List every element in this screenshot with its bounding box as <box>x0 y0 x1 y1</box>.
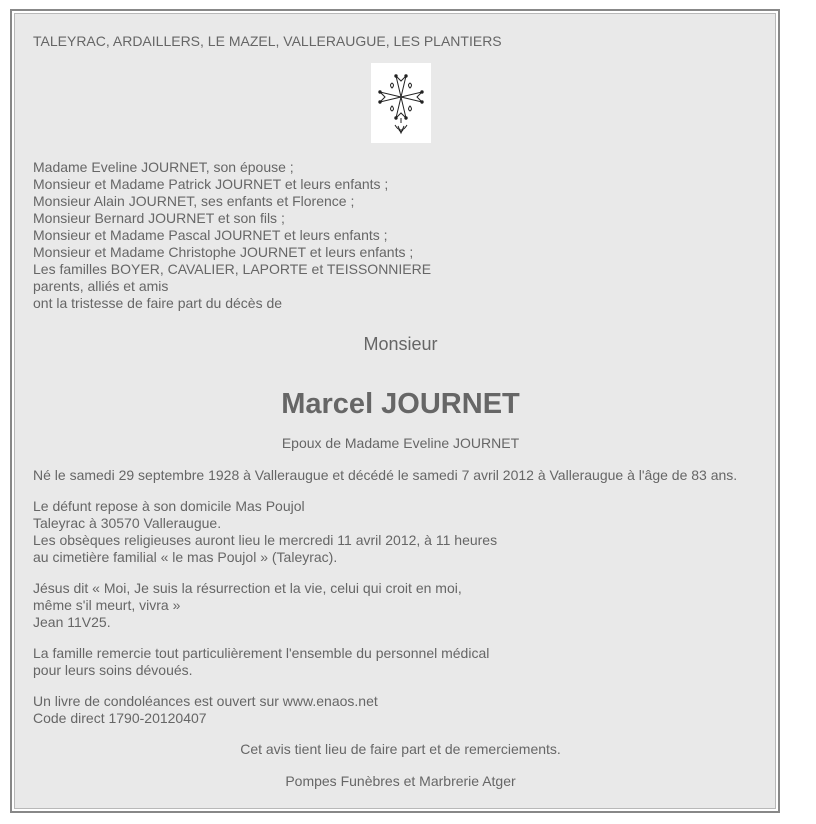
thanks-line: La famille remercie tout particulièrement l'ensemble du personnel médical <box>33 645 490 661</box>
deceased-title: Monsieur <box>363 334 438 354</box>
locations-line: TALEYRAC, ARDAILLERS, LE MAZEL, VALLERAUGUE, LES PLANTIERS <box>33 33 502 49</box>
family-line: Monsieur et Madame Pascal JOURNET et leurs enfants ; <box>33 227 388 243</box>
notice-panel <box>14 13 776 809</box>
arrangements-line: Le défunt repose à son domicile Mas Poujol <box>33 498 305 514</box>
thanks-block <box>33 645 768 679</box>
family-line: ont la tristesse de faire part du décès de <box>33 295 283 311</box>
thanks-line: pour leurs soins dévoués. <box>33 662 193 678</box>
spouse-line: Epoux de Madame Eveline JOURNET <box>281 435 520 451</box>
quote-line: Jean 11V25. <box>33 614 111 630</box>
condolences-line: Un livre de condoléances est ouvert sur www.enaos.net <box>33 693 378 709</box>
emblem-container <box>33 63 768 143</box>
family-line: Monsieur et Madame Christophe JOURNET et leurs enfants ; <box>33 244 414 260</box>
family-line: Les familles BOYER, CAVALIER, LAPORTE et TEISSONNIERE <box>33 261 432 277</box>
family-line: Madame Eveline JOURNET, son épouse ; <box>33 159 294 175</box>
closing-line: Cet avis tient lieu de faire part et de remerciements. <box>240 741 561 757</box>
arrangements-block <box>33 498 768 566</box>
huguenot-cross-icon <box>371 63 431 143</box>
arrangements-line: Taleyrac à 30570 Valleraugue. <box>33 515 222 531</box>
condolences-block <box>33 693 768 727</box>
family-list <box>33 159 768 312</box>
arrangements-line: Les obsèques religieuses auront lieu le mercredi 11 avril 2012, à 11 heures <box>33 532 498 548</box>
quote-block <box>33 580 768 631</box>
family-line: Monsieur Bernard JOURNET et son fils ; <box>33 210 285 226</box>
deceased-name: Marcel JOURNET <box>281 388 520 420</box>
arrangements-line: au cimetière familial « le mas Poujol » (Taleyrac). <box>33 549 338 565</box>
notice-frame <box>10 9 780 813</box>
quote-line: même s'il meurt, vivra » <box>33 597 181 613</box>
family-line: parents, alliés et amis <box>33 278 169 294</box>
dates-line: Né le samedi 29 septembre 1928 à Valleraugue et décédé le samedi 7 avril 2012 à Valleraugue à l'âge de 83 ans. <box>33 467 738 483</box>
quote-line: Jésus dit « Moi, Je suis la résurrection et la vie, celui qui croit en moi, <box>33 580 462 596</box>
family-line: Monsieur et Madame Patrick JOURNET et leurs enfants ; <box>33 176 389 192</box>
condolences-line: Code direct 1790-20120407 <box>33 710 207 726</box>
notice-content <box>33 33 768 790</box>
family-line: Monsieur Alain JOURNET, ses enfants et Florence ; <box>33 193 355 209</box>
funeral-home-line: Pompes Funèbres et Marbrerie Atger <box>285 773 516 789</box>
